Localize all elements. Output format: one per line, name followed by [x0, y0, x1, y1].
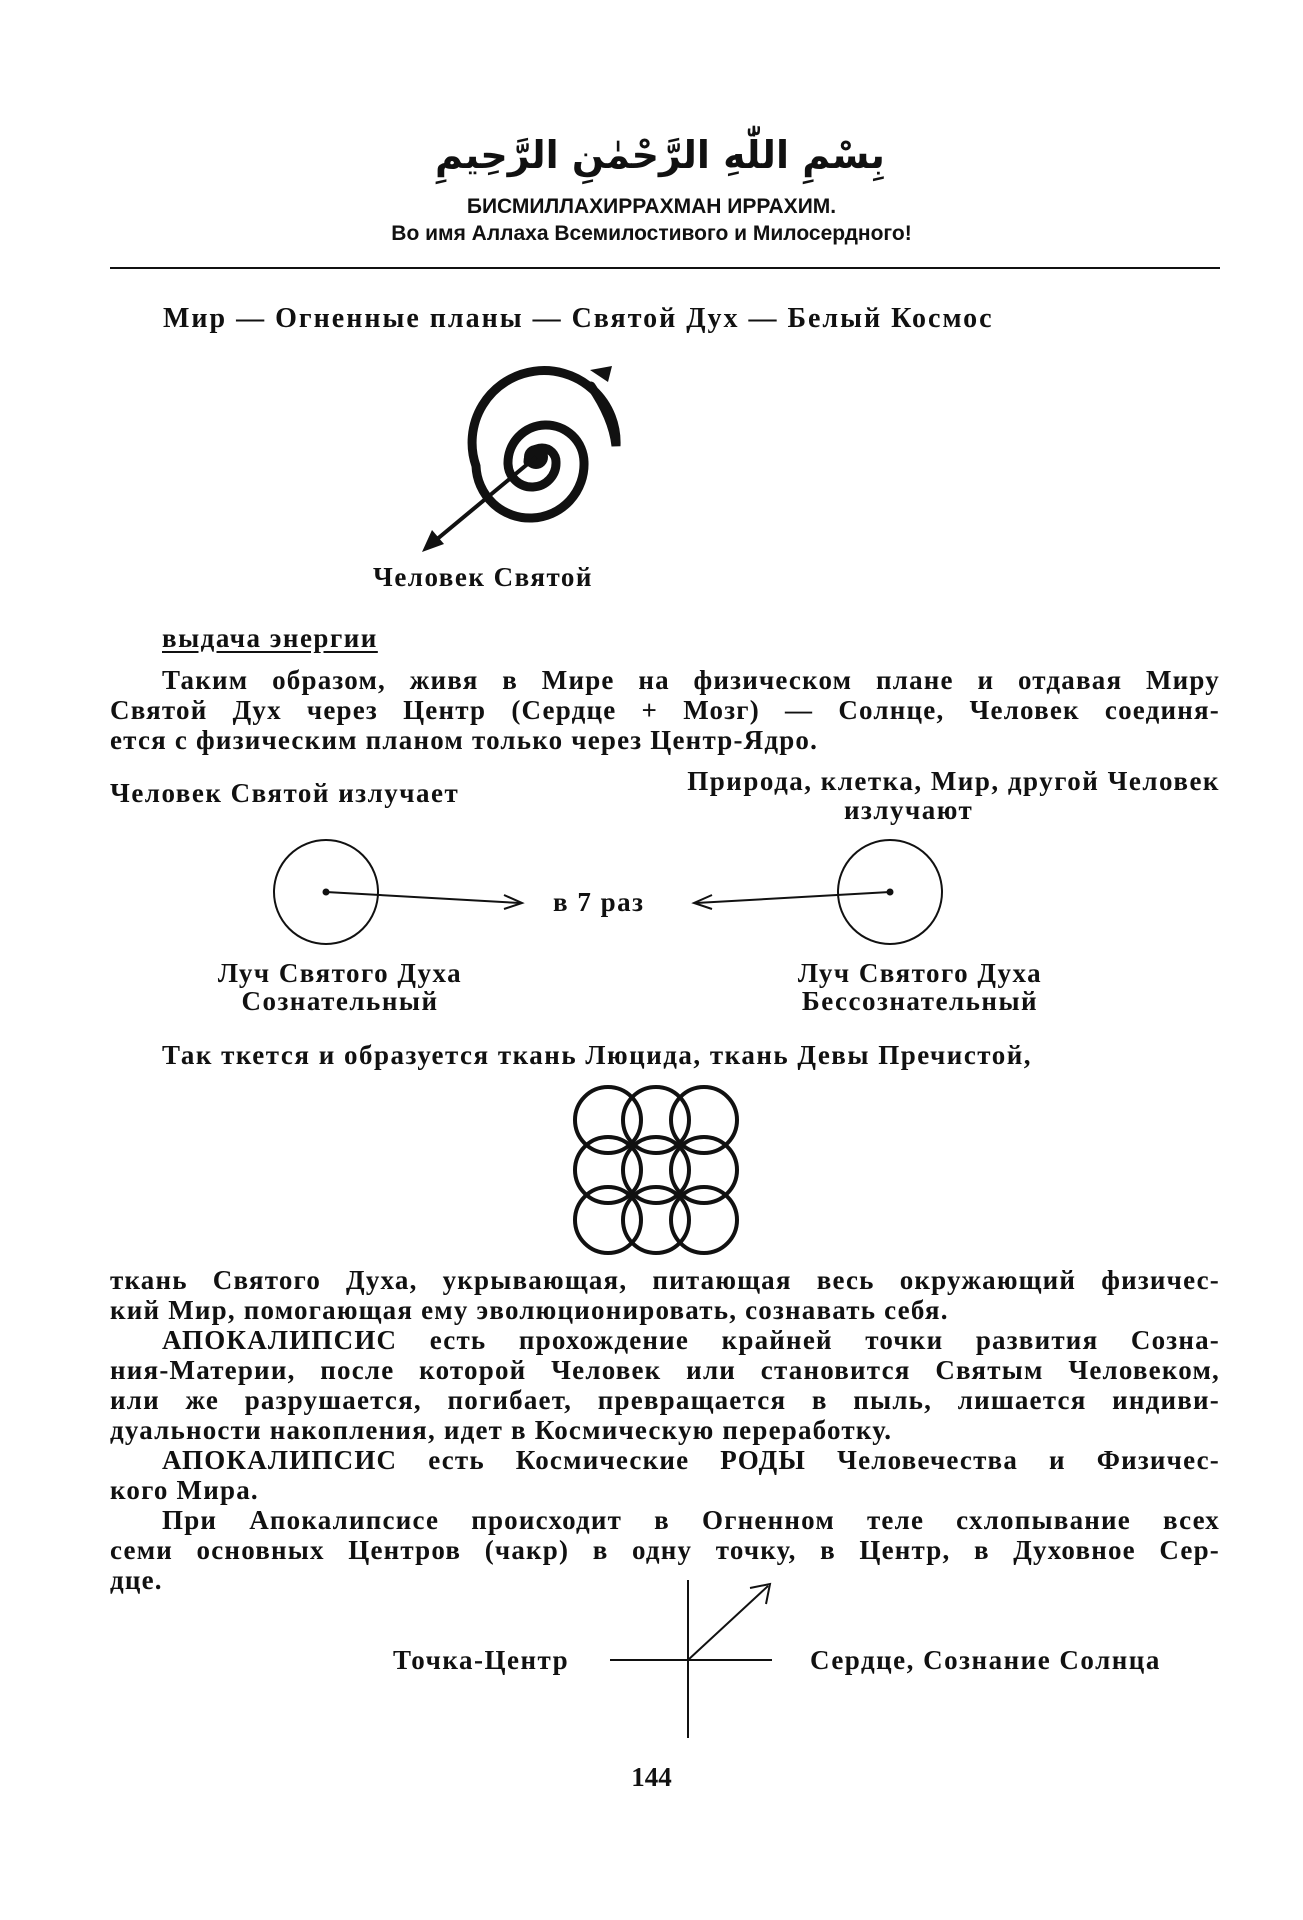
energy-arrow-icon — [422, 530, 444, 552]
calligraphy-text: بِسْمِ اللّٰهِ الرَّحْمٰنِ الرَّحِيمِ — [435, 133, 885, 177]
rays-left-title: Человек Святой излучает — [110, 778, 460, 808]
paragraph-2-line: кий Мир, помогающая ему эволюционировать, сознавать себя. — [110, 1295, 949, 1325]
page-heading: Мир — Огненные планы — Святой Дух — Белый Космос — [163, 303, 994, 334]
cross-right-label: Сердце, Сознание Солнца — [810, 1645, 1161, 1675]
paragraph-1-cont — [110, 695, 1220, 755]
paragraph-5-line: При Апокалипсисе происходит в Огненном теле схлопывание всех — [162, 1505, 1220, 1535]
page-number: 144 — [631, 1762, 672, 1792]
conscious-caption-2: Сознательный — [241, 986, 439, 1016]
header-title: БИСМИЛЛАХИРРАХМАН ИРРАХИМ. — [466, 195, 837, 218]
rays-right-title: Природа, клетка, Мир, другой Человек — [687, 766, 1220, 796]
spiral-diagram — [400, 340, 660, 570]
cross-left-label: Точка-Центр — [393, 1645, 570, 1675]
fabric-lattice-diagram — [570, 1082, 740, 1257]
energy-label: выдача энергии — [162, 623, 378, 653]
lattice-circle — [671, 1137, 737, 1203]
unconscious-caption-2: Бессознательный — [801, 986, 1039, 1016]
paragraph-3-line: АПОКАЛИПСИС есть прохождение крайней точки развития Созна- — [162, 1325, 1220, 1355]
fabric-line: Так ткется и образуется ткань Люцида, ткань Девы Пречистой, — [162, 1040, 1033, 1070]
paragraph-3-line: ния-Материи, после которой Человек или становится Святым Человеком, — [110, 1355, 1220, 1385]
paragraph-1 — [162, 665, 1220, 695]
rays-right-title-2: излучают — [844, 795, 974, 825]
spiral-arrowhead-icon — [590, 366, 612, 382]
conscious-ray-line — [326, 892, 520, 903]
paragraph-3 — [162, 1325, 1220, 1355]
rays-center-label: в 7 раз — [553, 887, 645, 917]
conscious-caption-1: Луч Святого Духа — [217, 958, 463, 988]
lattice-circle — [671, 1087, 737, 1153]
header-subtitle: Во имя Аллаха Всемилостивого и Милосердного! — [391, 222, 912, 245]
paragraph-4 — [162, 1445, 1220, 1475]
calligraphy-image — [435, 120, 885, 190]
bismillah-calligraphy — [435, 120, 885, 190]
paragraph-3-cont — [110, 1355, 1220, 1445]
spiral-path — [472, 371, 616, 518]
paragraph-3-line: или же разрушается, погибает, превращается в пыль, лишается индиви- — [110, 1385, 1220, 1415]
unconscious-ray-line — [696, 892, 890, 903]
paragraph-5-line: семи основных Центров (чакр) в одну точку, в Центр, в Духовное Сер- — [110, 1535, 1220, 1565]
header-divider — [110, 267, 1220, 269]
cross-diagram — [600, 1580, 790, 1740]
paragraph-5-line: дце. — [110, 1565, 163, 1595]
unconscious-caption-1: Луч Святого Духа — [797, 958, 1043, 988]
spiral-caption: Человек Святой — [373, 562, 593, 592]
paragraph-2 — [110, 1265, 1220, 1325]
paragraph-1-line: Святой Дух через Центр (Сердце + Мозг) — Солнце, Человек соединя- — [110, 695, 1220, 725]
cross-diagonal-arrow-line — [688, 1586, 768, 1660]
paragraph-1-line: Таким образом, живя в Мире на физическом плане и отдавая Миру — [162, 665, 1220, 695]
paragraph-3-line: дуальности накопления, идет в Космическую переработку. — [110, 1415, 893, 1445]
energy-arrow-line — [430, 457, 536, 545]
lattice-circle — [671, 1187, 737, 1253]
paragraph-4-line: кого Мира. — [110, 1475, 259, 1505]
paragraph-5 — [162, 1505, 1220, 1535]
paragraph-4-cont — [110, 1475, 1220, 1505]
paragraph-2-line: ткань Святого Духа, укрывающая, питающая весь окружающий физичес- — [110, 1265, 1220, 1295]
paragraph-1-line: ется с физическим планом только через Центр-Ядро. — [110, 725, 819, 755]
paragraph-4-line: АПОКАЛИПСИС есть Космические РОДЫ Человечества и Физичес- — [162, 1445, 1220, 1475]
